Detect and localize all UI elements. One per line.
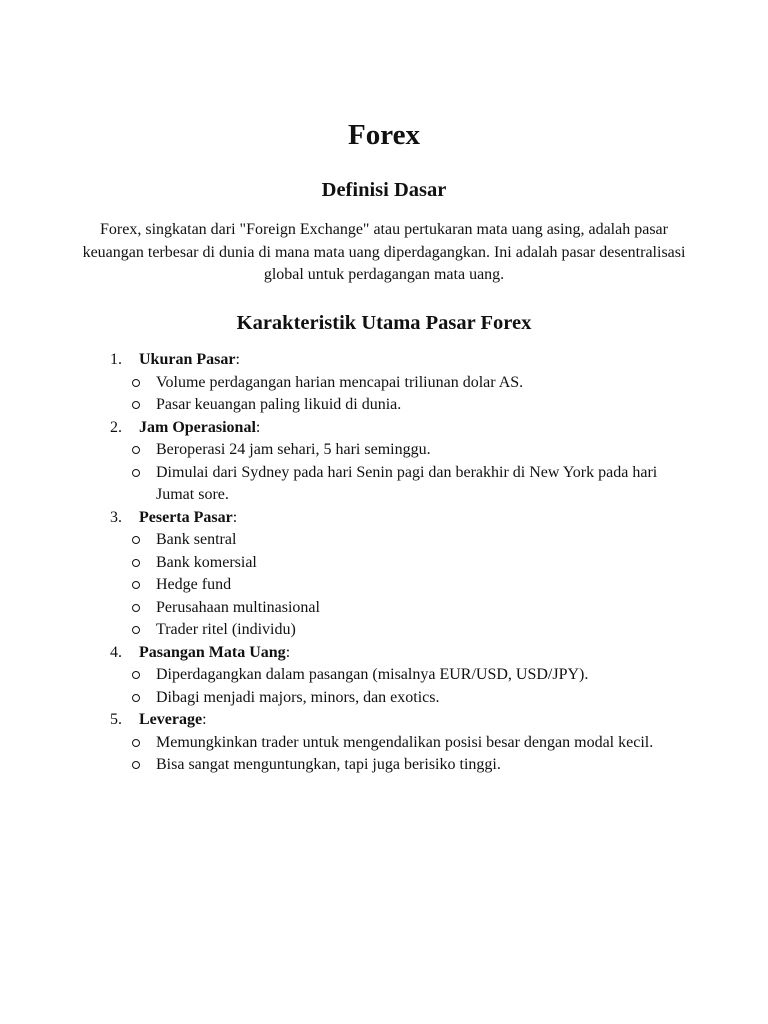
list-item-title: Leverage xyxy=(139,711,203,728)
circle-bullet-icon xyxy=(132,379,140,387)
sub-list-item xyxy=(110,529,690,552)
list-item-title: Pasangan Mata Uang xyxy=(139,643,286,661)
sub-list-item xyxy=(110,687,690,710)
definition-heading: Definisi Dasar xyxy=(321,179,447,201)
circle-bullet-icon xyxy=(132,626,140,634)
list-item-title: Ukuran Pasar xyxy=(139,351,236,368)
list-item-number: 3. xyxy=(110,508,122,526)
characteristics-list xyxy=(110,349,690,777)
sub-item-text: Bank sentral xyxy=(156,531,237,548)
circle-bullet-icon xyxy=(132,401,140,409)
sub-item-text: Dimulai dari Sydney pada hari Senin pagi dan berakhir di New York pada hari Jumat sore. xyxy=(156,463,658,503)
sub-list-item xyxy=(110,462,690,507)
sub-item-text: Dibagi menjadi majors, minors, dan exotics. xyxy=(156,688,440,706)
sub-item-text: Hedge fund xyxy=(156,576,232,593)
circle-bullet-icon xyxy=(132,446,140,454)
sub-item-text: Bank komersial xyxy=(156,553,257,571)
sub-item-text: Pasar keuangan paling likuid di dunia. xyxy=(156,396,402,413)
list-item-number: 4. xyxy=(110,643,122,661)
characteristics-heading: Karakteristik Utama Pasar Forex xyxy=(236,312,532,334)
list-item-number: 5. xyxy=(110,711,122,728)
definition-paragraph: Forex, singkatan dari "Foreign Exchange" atau pertukaran mata uang asing, adalah pasar keuangan terbesar di dunia di mana mata uang diperdagangkan. Ini adalah pasar desentralisasi global untuk perdagangan mata uang. xyxy=(82,221,686,283)
list-item-ukuran-pasar: 1. Ukuran Pasar: xyxy=(110,349,690,372)
sub-item-text: Volume perdagangan harian mencapai triliunan dolar AS. xyxy=(156,373,524,391)
circle-bullet-icon xyxy=(132,581,140,589)
circle-bullet-icon xyxy=(132,694,140,702)
circle-bullet-icon xyxy=(132,761,140,769)
sub-list-item xyxy=(110,664,690,687)
sub-list-item xyxy=(110,597,690,620)
list-item-number: 2. xyxy=(110,418,122,436)
sub-item-text: Memungkinkan trader untuk mengendalikan posisi besar dengan modal kecil. xyxy=(156,733,654,751)
sub-item-text: Diperdagangkan dalam pasangan (misalnya EUR/USD, USD/JPY). xyxy=(156,666,589,683)
list-item-number: 1. xyxy=(110,351,122,368)
list-item-leverage: 5. Leverage: xyxy=(110,709,690,732)
circle-bullet-icon xyxy=(132,469,140,477)
list-item-peserta-pasar: 3. Peserta Pasar: xyxy=(110,507,690,530)
list-item-title: Peserta Pasar xyxy=(139,508,233,526)
sub-item-text: Beroperasi 24 jam sehari, 5 hari seminggu. xyxy=(156,441,431,458)
page-title: Forex xyxy=(348,119,420,151)
list-item-jam-operasional: 2. Jam Operasional: xyxy=(110,417,690,440)
sub-item-text: Bisa sangat menguntungkan, tapi juga berisiko tinggi. xyxy=(156,756,501,773)
sub-item-text: Trader ritel (individu) xyxy=(156,621,296,638)
sub-list-item xyxy=(110,754,690,777)
circle-bullet-icon xyxy=(132,671,140,679)
sub-list-item xyxy=(110,574,690,597)
circle-bullet-icon xyxy=(132,604,140,612)
sub-list-item xyxy=(110,439,690,462)
sub-list-item xyxy=(110,732,690,755)
sub-list-item xyxy=(110,372,690,395)
sub-item-text: Perusahaan multinasional xyxy=(156,598,320,616)
circle-bullet-icon xyxy=(132,559,140,567)
circle-bullet-icon xyxy=(132,536,140,544)
circle-bullet-icon xyxy=(132,739,140,747)
sub-list-item xyxy=(110,619,690,642)
list-item-title: Jam Operasional xyxy=(139,418,256,436)
sub-list-item xyxy=(110,552,690,575)
list-item-pasangan-mata-uang: 4. Pasangan Mata Uang: xyxy=(110,642,690,665)
sub-list-item xyxy=(110,394,690,417)
